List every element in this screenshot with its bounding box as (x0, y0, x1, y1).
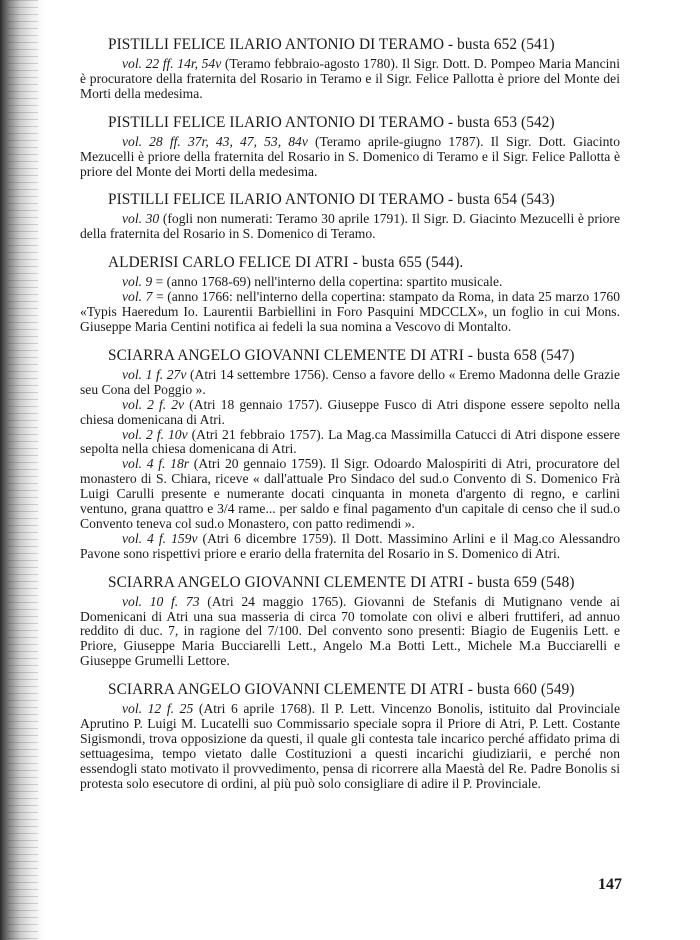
paragraph-text: = (anno 1766: nell'interno della copertina: stampato da Roma, in data 25 marzo 1760 «Typis Haeredum Io. Laurentii Barbiellini in Foro Pasquini MDCCLX», un foglio in cui Mons. Giuseppe Maria Centini notifica ai fedeli la sua nomina a Vescovo di Montalto. (80, 289, 620, 334)
volume-reference: vol. 12 f. 25 (122, 701, 194, 717)
entry-paragraph (80, 368, 620, 398)
volume-reference: vol. 2 f. 2v (122, 396, 185, 412)
entry-busta-652 (80, 36, 620, 102)
volume-reference: vol. 4 f. 18r (122, 456, 190, 472)
binding-texture (8, 0, 38, 940)
entry-paragraph (80, 532, 620, 562)
volume-reference: vol. 30 (122, 211, 160, 227)
paragraph-text: = (anno 1768-69) nell'interno della copertina: spartito musicale. (152, 274, 503, 290)
entry-heading: PISTILLI FELICE ILARIO ANTONIO DI TERAMO - busta 653 (542) (108, 113, 555, 131)
entry-busta-654 (80, 191, 620, 242)
volume-reference: vol. 10 f. 73 (122, 593, 200, 609)
entry-paragraph (80, 398, 620, 428)
paragraph-text: (Atri 14 settembre 1756). Censo a favore dello « Eremo Madonna delle Grazie seu Cona del Poggio ». (80, 366, 620, 397)
entry-heading: SCIARRA ANGELO GIOVANNI CLEMENTE DI ATRI - busta 659 (548) (108, 573, 575, 591)
entry-paragraph (80, 135, 620, 180)
entry-heading: PISTILLI FELICE ILARIO ANTONIO DI TERAMO - busta 654 (543) (108, 191, 555, 209)
entry-paragraph (80, 702, 620, 791)
entry-busta-660 (80, 681, 620, 791)
paragraph-text: (Atri 20 gennaio 1759). Il Sigr. Odoardo Malospiriti di Atri, procuratore del monastero di S. Chiara, riceve « dall'attuale Pro Sindaco del sud.o Convento di S. Domenico Frà Luigi Carulli presente e numerante docati cinquanta in moneta d'argento di regno, e carlini ventuno, grana quattro e 3/4 rame... per saldo e final pagamento d'un capitale di censo che il sud.o Convento teneva col sud.o Monastero, con patto redimendi ». (80, 456, 620, 531)
volume-reference: vol. 22 ff. 14r, 54v (122, 56, 222, 71)
entry-heading: PISTILLI FELICE ILARIO ANTONIO DI TERAMO - busta 652 (541) (108, 36, 555, 53)
entry-heading: ALDERISI CARLO FELICE DI ATRI - busta 655 (544). (108, 254, 464, 272)
entry-paragraph (80, 428, 620, 458)
entry-heading: SCIARRA ANGELO GIOVANNI CLEMENTE DI ATRI - busta 658 (547) (108, 346, 575, 364)
paragraph-text: (Atri 18 gennaio 1757). Giuseppe Fusco di Atri dispone essere sepolto nella chiesa domenicana di Atri. (80, 396, 620, 427)
volume-reference: vol. 9 (122, 274, 153, 290)
volume-reference: vol. 1 f. 27v (122, 366, 187, 382)
entry-busta-658 (80, 347, 620, 562)
entry-busta-659 (80, 574, 620, 670)
entry-paragraph (80, 57, 620, 102)
entry-busta-653 (80, 114, 620, 180)
paragraph-text: (Atri 24 maggio 1765). Giovanni de Stefanis di Mutignano vende ai Domenicani di Atri una sua masseria di circa 70 tomolate con olivi e alberi fruttiferi, ad annuo reddito di duc. 7, in ragione del 7/100. Del convento sono presenti: Biagio de Eugeniis Lett. e Priore, Giuseppe Maria Bucciarelli Lett., Angelo M.a Botti Lett., Michele M.a Bucciarelli e Giuseppe Grumelli Lettore. (80, 593, 620, 669)
entry-paragraph (80, 457, 620, 532)
page-number: 147 (598, 876, 622, 893)
entry-paragraph (80, 275, 620, 290)
entry-paragraph (80, 212, 620, 242)
paragraph-text: (Teramo aprile-giugno 1787). Il Sigr. Dott. Giacinto Mezucelli è priore della fraternita del Rosario in S. Domenico di Teramo e il Sigr. Felice Pallotta è priore del Monte dei Morti della medesima. (80, 133, 620, 179)
volume-reference: vol. 2 f. 10v (122, 426, 188, 442)
paragraph-text: (Atri 21 febbraio 1757). La Mag.ca Massimilla Catucci di Atri dispone essere sepolta nella chiesa domenicana di Atri. (80, 426, 620, 457)
entry-busta-655 (80, 254, 620, 335)
entry-paragraph (80, 290, 620, 335)
volume-reference: vol. 4 f. 159v (122, 530, 198, 546)
volume-reference: vol. 28 ff. 37r, 43, 47, 53, 84v (122, 133, 308, 149)
paragraph-text: (fogli non numerati: Teramo 30 aprile 1791). Il Sigr. D. Giacinto Mezucelli è priore della fraternita del Rosario in S. Domenico di Teramo. (80, 211, 620, 242)
page-body (80, 36, 620, 804)
paragraph-text: (Atri 6 dicembre 1759). Il Dott. Massimino Arlini e il Mag.co Alessandro Pavone sono rispettivi priore e erario della fraternita del Rosario in S. Domenico di Atri. (80, 530, 620, 561)
entry-heading: SCIARRA ANGELO GIOVANNI CLEMENTE DI ATRI - busta 660 (549) (108, 681, 575, 699)
paragraph-text: (Atri 6 aprile 1768). Il P. Lett. Vincenzo Bonolis, istituito dal Provinciale Aprutino P. Luigi M. Lucatelli suo Commissario speciale sopra il Priore di Atri, P. Lett. Costante Sigismondi, trova opposizione da questi, il quale gli contesta tale incarico perché affidato prima di settuagesima, tempo vietato dalle Costituzioni a questi incarichi giudiziarii, e perché non essendogli stato motivato il provvedimento, pensa di ricorrere alla Maestà del Re. Padre Bonolis si protesta solo esecutore di ordini, al più può solo consigliare di adire il P. Provinciale. (80, 701, 620, 791)
entry-paragraph (80, 595, 620, 670)
volume-reference: vol. 7 (122, 289, 153, 305)
paragraph-text: (Teramo febbraio-agosto 1780). Il Sigr. Dott. D. Pompeo Maria Mancini è procuratore della fraternita del Rosario in Teramo e il Sigr. Felice Pallotta è priore del Monte dei Morti della medesima. (80, 56, 620, 101)
